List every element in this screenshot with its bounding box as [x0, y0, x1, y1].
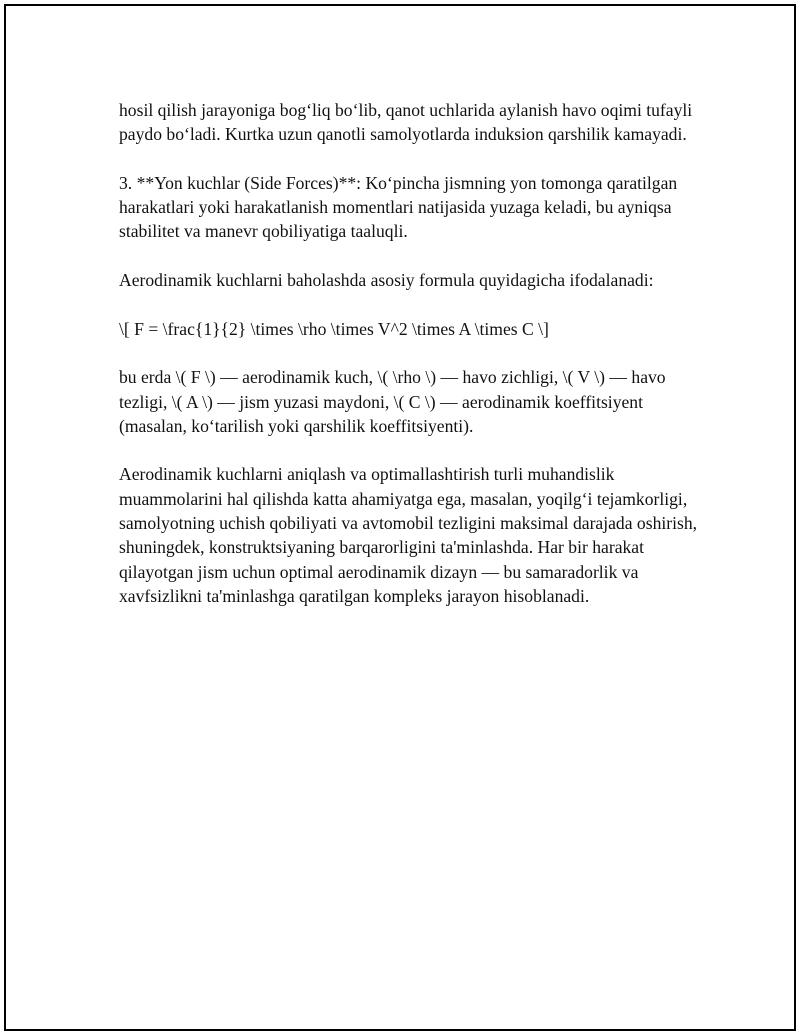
paragraph-side-forces: 3. **Yon kuchlar (Side Forces)**: Ko‘pincha jismning yon tomonga qaratilgan harakatlari yoki harakatlanish momentlari natijasida yuzaga keladi, bu ayniqsa stabilitet va manevr qobiliyatiga taaluqli.: [119, 172, 678, 242]
document-body: [119, 98, 699, 633]
document-page: [4, 4, 796, 1031]
paragraph-conclusion: Aerodinamik kuchlarni aniqlash va optimallashtirish turli muhandislik muammolarini hal qilishda katta ahamiyatga ega, masalan, yoqilg‘i tejamkorligi, samolyotning uchish qobiliyati va avtomobil tezligini maksimal darajada oshirish, shuningdek, konstruktsiyaning barqarorligini ta'minlashda. Har bir harakat qilayotgan jism uchun optimal aerodinamik dizayn — bu samaradorlik va xavfsizlikni ta'minlashga qaratilgan kompleks jarayon hisoblanadi.: [119, 464, 698, 606]
paragraph-induced-drag: hosil qilish jarayoniga bog‘liq bo‘lib, qanot uchlarida aylanish havo oqimi tufayli paydo bo‘ladi. Kurtka uzun qanotli samolyotlarda induksion qarshilik kamayadi.: [119, 100, 693, 145]
paragraph-formula-intro: Aerodinamik kuchlarni baholashda asosiy formula quyidagicha ifodalanadi:: [119, 270, 654, 291]
paragraph-formula-explanation: bu erda \( F \) — aerodinamik kuch, \( \rho \) — havo zichligi, \( V \) — havo tezligi, \( A \) — jism yuzasi maydoni, \( C \) — aerodinamik koeffitsiyent (masalan, ko‘tarilish yoki qarshilik koeffitsiyenti).: [119, 367, 666, 436]
formula: \[ F = \frac{1}{2} \times \rho \times V^2 \times A \times C \]: [119, 318, 549, 339]
